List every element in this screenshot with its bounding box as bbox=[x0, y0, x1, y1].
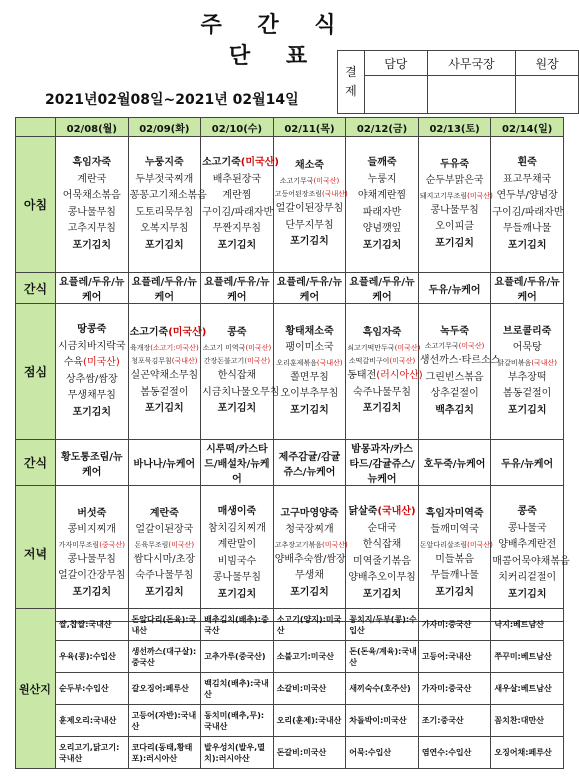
origin-cell: 어묵:수입산 bbox=[346, 737, 419, 769]
menu-item: 오이부추무침 bbox=[280, 388, 339, 400]
snack2-row bbox=[16, 440, 564, 486]
menu-item: 계란찜 bbox=[222, 190, 252, 201]
menu-item: 콩죽 bbox=[517, 506, 537, 517]
menu-item: 그린빈스볶음 bbox=[425, 371, 484, 383]
approval-role: 담당 bbox=[364, 51, 427, 76]
menu-item: 돼지고기무조림(미국산) bbox=[419, 191, 493, 200]
lunch-menu-cell bbox=[56, 304, 129, 440]
snack2-cell: 제주감귤/감귤쥬스/뉴케어 bbox=[273, 440, 346, 486]
origin-cell: 훈제오리:국내산 bbox=[56, 705, 129, 737]
menu-item: 도토리묵무침 bbox=[135, 206, 194, 218]
lunch-menu-cell bbox=[273, 304, 346, 440]
dinner-menu-cell bbox=[346, 486, 419, 622]
snack1-cell: 두유/뉴케어 bbox=[418, 273, 491, 304]
origin-cell: 우육(콩):수입산 bbox=[56, 641, 129, 673]
breakfast-menu-cell bbox=[418, 137, 491, 273]
menu-item: 표고무채국 bbox=[503, 173, 552, 185]
origin-cell: 돈(돈육/계육):국내산 bbox=[346, 641, 419, 673]
menu-item: 고추장고기볶음(미국산) bbox=[274, 540, 348, 549]
menu-item: 상추쌈/쌈장 bbox=[65, 373, 118, 385]
menu-item: 얼갈이된장국 bbox=[135, 524, 194, 536]
menu-item: 한식잡채 bbox=[362, 539, 402, 550]
menu-item: 두유죽 bbox=[440, 158, 470, 170]
menu-item: 매콤어묵야채볶음 bbox=[492, 555, 570, 567]
menu-item: 무들깨나물 bbox=[430, 570, 479, 582]
menu-item: 닭갈비볶음(국내산) bbox=[497, 358, 557, 367]
origin-cell: 꼼치찬:대만산 bbox=[491, 705, 564, 737]
menu-item: 누룽지 bbox=[367, 173, 397, 185]
menu-item: 단무지무침 bbox=[285, 219, 334, 231]
menu-item: 파래자반 bbox=[362, 206, 402, 218]
menu-item: 봄동겉절이 bbox=[140, 386, 189, 398]
day-header: 02/09(화) bbox=[128, 118, 201, 137]
menu-item: 쇠고기떡만두국(미국산) bbox=[347, 343, 421, 352]
menu-item: 백추김치 bbox=[435, 404, 474, 416]
menu-item: 흑임자미역죽 bbox=[425, 507, 484, 519]
menu-item: 땅콩죽 bbox=[77, 324, 107, 335]
meal-label: 점심 bbox=[16, 304, 56, 440]
menu-item: 가자미무조림(중국산) bbox=[58, 540, 125, 549]
breakfast-row bbox=[16, 137, 564, 273]
menu-item: 양배추계란전 bbox=[498, 539, 557, 550]
menu-item: 흑임자죽 bbox=[72, 157, 112, 168]
menu-item: 들깨미역국 bbox=[430, 524, 479, 536]
menu-item: 간장돈불고기(미국산) bbox=[203, 357, 271, 365]
menu-item: 얼갈이된장무침 bbox=[275, 203, 344, 215]
menu-item: 누룽지죽 bbox=[145, 157, 184, 168]
menu-item: 고추지무침 bbox=[67, 223, 116, 234]
origin-row bbox=[16, 641, 564, 673]
origin-cell: 오리고기,닭고기:국내산 bbox=[56, 737, 129, 769]
menu-item: 무생채무침 bbox=[67, 390, 116, 401]
meal-label: 원산지 bbox=[16, 609, 56, 769]
menu-item: 포기김치 bbox=[435, 237, 474, 249]
origin-cell: 쭈꾸미:베트남산 bbox=[491, 641, 564, 673]
menu-item: 포기김치 bbox=[217, 239, 257, 251]
origin-cell: 낙지:베트남산 bbox=[491, 609, 564, 641]
menu-item: 포기김치 bbox=[145, 586, 184, 598]
origin-cell: 소고기(양지):미국산 bbox=[273, 609, 346, 641]
approval-sign-box[interactable] bbox=[427, 76, 516, 114]
approval-role: 원장 bbox=[516, 51, 579, 76]
snack1-cell: 요플레/두유/뉴케어 bbox=[128, 273, 201, 304]
menu-item: 계란국 bbox=[77, 173, 107, 185]
menu-item: 순대국 bbox=[367, 522, 397, 534]
menu-item: 오리훈제볶음(국내산) bbox=[276, 358, 343, 367]
origin-row bbox=[16, 609, 564, 641]
approval-sign-box[interactable] bbox=[516, 76, 579, 114]
origin-cell: 소갈비:미국산 bbox=[273, 673, 346, 705]
menu-item: 포기김치 bbox=[435, 586, 474, 598]
menu-item: 쌈다시마/초장 bbox=[133, 553, 196, 565]
day-header: 02/14(일) bbox=[491, 118, 564, 137]
snack1-cell: 요플레/두유/뉴케어 bbox=[346, 273, 419, 304]
menu-item: 시금치나물오무침 bbox=[202, 386, 280, 398]
snack2-cell: 바나나/뉴케어 bbox=[128, 440, 201, 486]
menu-item: 무생채 bbox=[294, 570, 324, 582]
menu-item: 콩비지찌개 bbox=[67, 524, 116, 536]
menu-item: 고등어된장조림(국내산) bbox=[274, 190, 348, 198]
snack2-cell: 두유/뉴케어 bbox=[491, 440, 564, 486]
menu-item: 포기김치 bbox=[217, 403, 257, 415]
menu-item: 포기김치 bbox=[507, 588, 547, 600]
menu-item: 콩나물무침 bbox=[212, 572, 262, 583]
menu-item: 숙주나물무침 bbox=[135, 570, 194, 582]
approval-sign-box[interactable] bbox=[364, 76, 427, 114]
breakfast-menu-cell bbox=[491, 137, 564, 273]
menu-item: 계란말이 bbox=[217, 539, 257, 550]
menu-item: 치커리겉절이 bbox=[498, 572, 557, 583]
dinner-row bbox=[16, 486, 564, 622]
dinner-menu-cell bbox=[491, 486, 570, 622]
origin-cell: 꽁치지/두부(콩):수입산 bbox=[346, 609, 419, 641]
menu-item: 육개장(소고기:미국산) bbox=[129, 343, 199, 352]
menu-item: 연두부/양념장 bbox=[496, 190, 558, 201]
menu-item: 구이김/파래자반 bbox=[202, 206, 274, 218]
menu-item: 포기김치 bbox=[217, 588, 257, 600]
menu-item: 수육(미국산) bbox=[63, 357, 120, 368]
origin-row bbox=[16, 673, 564, 705]
origin-cell: 오징어채:페루산 bbox=[491, 737, 564, 769]
origin-cell: 돈앞다리(돈육):국내산 bbox=[128, 609, 201, 641]
menu-item: 포기김치 bbox=[290, 586, 329, 598]
breakfast-menu-cell bbox=[346, 137, 419, 273]
menu-item: 야채계란찜 bbox=[357, 190, 407, 201]
menu-item: 시금치바지락국 bbox=[57, 340, 126, 352]
menu-item: 고구마영양죽 bbox=[280, 507, 339, 519]
snack1-cell: 요플레/두유/뉴케어 bbox=[273, 273, 346, 304]
menu-item: 포기김치 bbox=[290, 236, 329, 248]
menu-item: 포기김치 bbox=[362, 403, 402, 415]
corner-cell bbox=[16, 118, 56, 137]
origin-cell: 코다리(동태,황태포):러시아산 bbox=[128, 737, 201, 769]
day-header: 02/10(수) bbox=[201, 118, 274, 137]
menu-item: 두부젓국찌개 bbox=[135, 173, 194, 185]
origin-row bbox=[16, 705, 564, 737]
meal-label: 간식 bbox=[16, 440, 56, 486]
origin-cell: 쌀,찹쌀:국내산 bbox=[56, 609, 129, 641]
menu-item: 포기김치 bbox=[145, 239, 184, 251]
snack2-cell: 호두죽/뉴케어 bbox=[418, 440, 491, 486]
menu-item: 포기김치 bbox=[72, 239, 112, 251]
origin-cell: 새우살:베트남산 bbox=[491, 673, 564, 705]
menu-item: 꽁꽁고기채소볶음 bbox=[129, 190, 207, 201]
menu-item: 소고기 미역국(미국산) bbox=[202, 343, 272, 352]
breakfast-menu-cell bbox=[201, 137, 279, 273]
dinner-menu-cell bbox=[56, 486, 129, 622]
menu-item: 봄동겉절이 bbox=[503, 388, 552, 400]
origin-row bbox=[16, 737, 564, 769]
origin-cell: 생선까스(대구살):중국산 bbox=[128, 641, 201, 673]
menu-item: 무들깨나물 bbox=[503, 223, 552, 234]
breakfast-menu-cell bbox=[56, 137, 129, 273]
menu-item: 상추겉절이 bbox=[430, 388, 479, 400]
lunch-menu-cell bbox=[128, 304, 207, 440]
snack1-cell: 요플레/두유/뉴케어 bbox=[201, 273, 274, 304]
menu-item: 팽이미소국 bbox=[285, 342, 334, 354]
menu-item: 포기김치 bbox=[72, 586, 112, 598]
lunch-menu-cell bbox=[418, 304, 501, 440]
breakfast-menu-cell bbox=[128, 137, 207, 273]
origin-cell: 동치미(배추,무):국내산 bbox=[201, 705, 274, 737]
menu-item: 청포묵김무침(국내산) bbox=[131, 357, 198, 365]
dinner-menu-cell bbox=[418, 486, 491, 622]
dinner-menu-cell bbox=[128, 486, 201, 622]
origin-cell: 백김치(배추):국내산 bbox=[201, 673, 274, 705]
menu-item: 얼갈이간장무침 bbox=[57, 570, 126, 582]
menu-item: 소떡갈비구이(미국산) bbox=[348, 357, 416, 365]
menu-item: 미역줄기볶음 bbox=[353, 555, 412, 567]
menu-item: 계란죽 bbox=[149, 507, 179, 519]
menu-item: 어묵채소볶음 bbox=[62, 190, 121, 201]
menu-item: 흰죽 bbox=[517, 157, 537, 168]
menu-item: 참치김치찌개 bbox=[207, 522, 266, 534]
menu-item: 배추된장국 bbox=[212, 173, 262, 185]
snack1-cell: 요플레/두유/뉴케어 bbox=[56, 273, 129, 304]
day-header: 02/11(목) bbox=[273, 118, 346, 137]
dinner-menu-cell bbox=[201, 486, 274, 622]
menu-item: 실곤약채소무침 bbox=[130, 370, 199, 382]
menu-item: 브로콜리죽 bbox=[503, 325, 552, 337]
lunch-row bbox=[16, 304, 564, 440]
menu-item: 구이김/파래자반 bbox=[492, 206, 564, 218]
origin-cell: 배추김치(배추):중국산 bbox=[201, 609, 274, 641]
menu-item: 황태채소죽 bbox=[285, 325, 334, 337]
snack2-cell: 밤몽과자/카스타드/감귤쥬스/뉴케어 bbox=[346, 440, 419, 486]
origin-cell: 돈갈비:미국산 bbox=[273, 737, 346, 769]
origin-cell: 가자미:중국산 bbox=[418, 609, 491, 641]
origin-cell: 차돌박이:미국산 bbox=[346, 705, 419, 737]
menu-item: 무짠지무침 bbox=[212, 223, 262, 234]
lunch-menu-cell bbox=[346, 304, 423, 440]
meal-label: 아침 bbox=[16, 137, 56, 273]
approval-role: 사무국장 bbox=[427, 51, 516, 76]
menu-item: 어묵탕 bbox=[512, 342, 542, 354]
snack2-cell: 시루떡/카스타드/배설차/뉴케어 bbox=[201, 440, 274, 486]
menu-item: 소고기무국(미국산) bbox=[279, 176, 340, 185]
dinner-menu-cell bbox=[273, 486, 346, 622]
menu-item: 포기김치 bbox=[290, 404, 329, 416]
menu-item: 흑임자죽 bbox=[362, 327, 402, 339]
origin-cell: 염연수:수입산 bbox=[418, 737, 491, 769]
menu-item: 들깨죽 bbox=[367, 157, 397, 168]
menu-item: 미들볶음 bbox=[435, 553, 474, 565]
snack1-cell: 요플레/두유/뉴케어 bbox=[491, 273, 564, 304]
origin-cell: 갈오징어:페루산 bbox=[128, 673, 201, 705]
menu-item: 포기김치 bbox=[145, 403, 184, 415]
menu-item: 포기김치 bbox=[507, 239, 547, 251]
menu-item: 한식잡채 bbox=[217, 370, 257, 382]
origin-cell: 오리(훈제):국내산 bbox=[273, 705, 346, 737]
origin-table bbox=[15, 608, 564, 769]
menu-item: 돈앞다리살조림(미국산) bbox=[419, 540, 493, 549]
menu-item: 포기김치 bbox=[507, 404, 547, 416]
menu-item: 생선까스·타르소스 bbox=[419, 355, 501, 367]
meal-label: 간식 bbox=[16, 273, 56, 304]
menu-item: 돈육무조림(미국산) bbox=[134, 540, 195, 549]
origin-cell: 고등어:국내산 bbox=[418, 641, 491, 673]
menu-item: 버섯죽 bbox=[77, 507, 107, 519]
origin-cell: 고추가루(중국산) bbox=[201, 641, 274, 673]
menu-item: 양배추숙쌈/쌈장 bbox=[274, 553, 346, 565]
menu-item: 오이피클 bbox=[435, 221, 474, 233]
day-header: 02/08(월) bbox=[56, 118, 129, 137]
origin-cell: 고등어(자반):국내산 bbox=[128, 705, 201, 737]
menu-item: 매생이죽 bbox=[217, 506, 257, 517]
approval-box bbox=[337, 50, 579, 114]
menu-item: 닭살죽(국내산) bbox=[348, 506, 416, 517]
lunch-menu-cell bbox=[201, 304, 280, 440]
menu-item: 콩나물무침 bbox=[67, 206, 116, 218]
day-header: 02/12(금) bbox=[346, 118, 419, 137]
approval-label: 결 제 bbox=[338, 51, 365, 114]
menu-item: 채소죽 bbox=[294, 160, 324, 172]
breakfast-menu-cell bbox=[273, 137, 346, 273]
menu-item: 동태전(러시아산) bbox=[347, 370, 423, 382]
menu-item: 비빔국수 bbox=[217, 555, 257, 567]
page-title: 주 간 식 단 표 bbox=[200, 13, 350, 69]
origin-cell: 가자미:중국산 bbox=[418, 673, 491, 705]
menu-item: 숙주나물무침 bbox=[353, 386, 412, 398]
lunch-menu-cell bbox=[491, 304, 564, 440]
menu-item: 쫄면무침 bbox=[290, 371, 329, 383]
menu-item: 순두부맑은국 bbox=[425, 175, 484, 187]
origin-cell: 새끼숙수(호주산) bbox=[346, 673, 419, 705]
menu-item: 녹두죽 bbox=[440, 325, 470, 337]
menu-item: 콩나물무침 bbox=[67, 553, 116, 565]
snack2-cell: 황도통조림/뉴케어 bbox=[56, 440, 129, 486]
menu-item: 콩나물무침 bbox=[430, 204, 479, 216]
menu-item: 포기김치 bbox=[362, 588, 402, 600]
menu-item: 소고기죽(미국산) bbox=[129, 327, 207, 339]
menu-item: 포기김치 bbox=[72, 406, 112, 418]
menu-item: 포기김치 bbox=[362, 239, 402, 251]
origin-cell: 소불고기:미국산 bbox=[273, 641, 346, 673]
menu-item: 청국장찌개 bbox=[285, 524, 334, 536]
menu-item: 양배추오이무침 bbox=[348, 572, 416, 583]
day-header-row bbox=[16, 118, 564, 137]
date-range: 2021년02월08일~2021년 02월14일 bbox=[45, 92, 299, 108]
menu-item: 콩나물국 bbox=[507, 522, 547, 534]
menu-item: 양념깻잎 bbox=[362, 223, 402, 234]
weekly-menu-table bbox=[15, 117, 570, 622]
menu-item: 오복지무침 bbox=[140, 223, 189, 234]
snack1-row bbox=[16, 273, 564, 304]
menu-item: 소고기무국(미국산) bbox=[424, 342, 485, 351]
day-header: 02/13(토) bbox=[418, 118, 491, 137]
menu-item: 부추장떡 bbox=[507, 371, 547, 383]
origin-cell: 순두부:수입산 bbox=[56, 673, 129, 705]
origin-cell: 발우성치(발우,멸치):러시아산 bbox=[201, 737, 274, 769]
menu-item: 콩죽 bbox=[227, 327, 247, 339]
menu-item: 소고기죽(미국산) bbox=[202, 157, 279, 168]
origin-cell: 조기:중국산 bbox=[418, 705, 491, 737]
meal-label: 저녁 bbox=[16, 486, 56, 622]
